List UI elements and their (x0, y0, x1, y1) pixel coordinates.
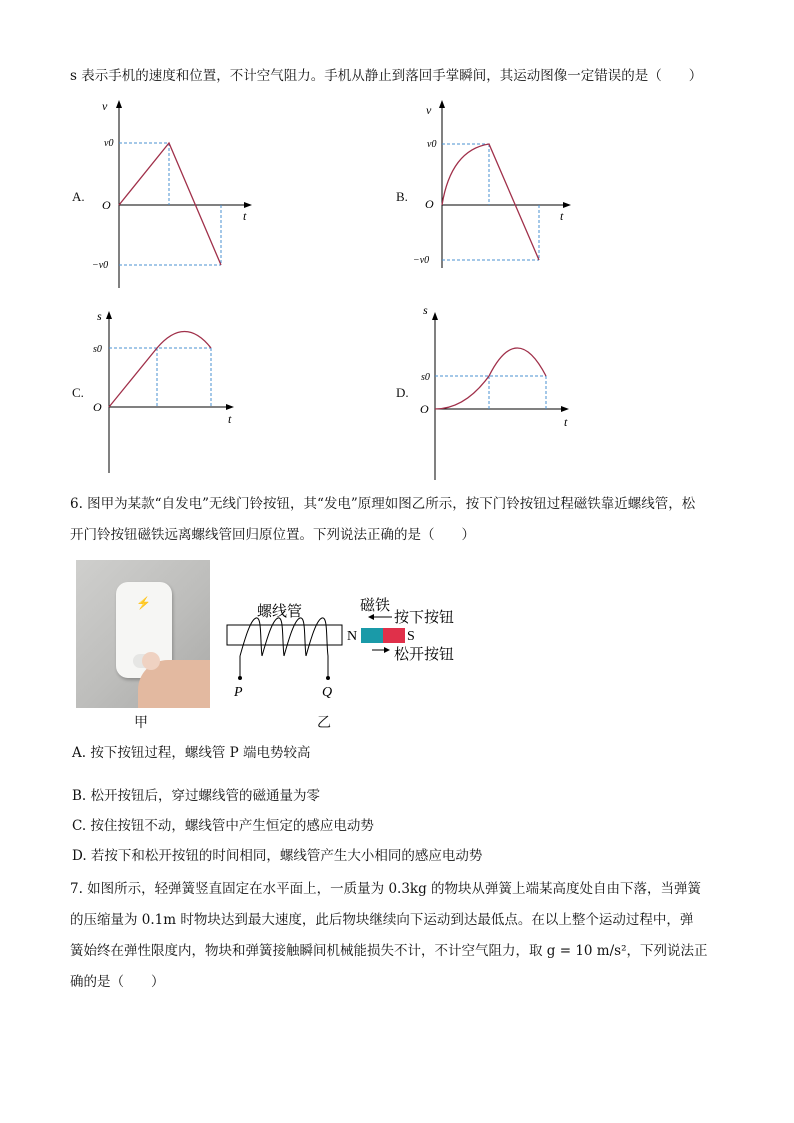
q5-option-d-label: D. (396, 385, 409, 400)
q6-option-b: B. 松开按钮后，穿过螺线管的磁通量为零 (72, 788, 321, 804)
graph-b-v0-label: v0 (427, 139, 437, 150)
label-s-pole: S (407, 629, 415, 644)
graph-a-curve (119, 143, 221, 265)
q7-line3: 簧始终在弹性限度内，物块和弹簧接触瞬间机械能损失不计，不计空气阻力，取 g = 10 m/s²，下列说法正 (70, 943, 708, 959)
doorbell-photo (76, 560, 210, 708)
q5-option-b-label: B. (396, 189, 408, 204)
label-p: P (234, 685, 243, 700)
fingernail (142, 652, 160, 670)
graph-b-curve (442, 144, 539, 260)
graph-a (90, 98, 260, 293)
graph-a-v-arrow (116, 100, 122, 108)
q7-line1: 7. 如图所示，轻弹簧竖直固定在水平面上，一质量为 0.3kg 的物块从弹簧上端某高度处自由下落，当弹簧 (70, 881, 702, 897)
graph-d-t-arrow (561, 406, 569, 412)
graph-b (415, 98, 585, 273)
graph-c-s-label: s (97, 309, 102, 323)
graph-d-s-label: s (423, 303, 428, 317)
magnet-s-half (383, 628, 405, 643)
graph-d-origin: O (420, 402, 429, 416)
graph-b-t-arrow (563, 202, 571, 208)
q5-option-a-label: A. (72, 189, 85, 204)
press-label: 按下按钮 (394, 610, 455, 626)
magnet-label: 磁铁 (360, 598, 391, 614)
solenoid-coil (240, 618, 328, 656)
q6-stem-line2: 开门铃按钮磁铁远离螺线管回归原位置。下列说法正确的是（ ） (70, 527, 475, 543)
graph-d (415, 300, 580, 483)
graph-c-s0-label: s0 (93, 344, 102, 355)
graph-d-s-arrow (432, 312, 438, 320)
graph-c-origin: O (93, 400, 102, 414)
graph-c (90, 305, 250, 475)
release-label: 松开按钮 (394, 647, 455, 663)
graph-b-t-label: t (560, 209, 564, 223)
coil-label: 螺线管 (257, 604, 303, 620)
solenoid-diagram (222, 590, 472, 710)
q6-option-a: A. 按下按钮过程，螺线管 P 端电势较高 (72, 745, 311, 761)
q6-option-c: C. 按住按钮不动，螺线管中产生恒定的感应电动势 (72, 818, 374, 834)
graph-b-v-arrow (439, 100, 445, 108)
caption-yi: 乙 (317, 715, 331, 731)
press-arrowhead (368, 614, 374, 620)
magnet-n-half (361, 628, 383, 643)
graph-a-t-label: t (243, 209, 247, 223)
label-n-pole: N (347, 629, 358, 644)
graph-a-t-arrow (244, 202, 252, 208)
graph-b-negv0-label: −v0 (413, 255, 430, 266)
terminal-q (326, 676, 330, 680)
graph-c-curve (109, 332, 211, 408)
q6-option-d: D. 若按下和松开按钮的时间相同，螺线管产生大小相同的感应电动势 (72, 848, 483, 864)
graph-a-negv0-label: −v0 (92, 260, 109, 271)
graph-a-origin: O (102, 198, 111, 212)
graph-d-s0-label: s0 (421, 372, 430, 383)
q7-line4: 确的是（ ） (70, 974, 165, 990)
doorbell-logo-icon: ⚡ (136, 596, 151, 610)
q7-line2: 的压缩量为 0.1m 时物块达到最大速度，此后物块继续向下运动到达最低点。在以上整个运动过程中，弹 (70, 912, 694, 928)
graph-b-origin: O (425, 197, 434, 211)
release-arrowhead (384, 647, 390, 653)
q6-stem-line1: 6. 图甲为某款“自发电”无线门铃按钮，其“发电”原理如图乙所示，按下门铃按钮过程磁铁靠近螺线管，松 (70, 496, 696, 512)
terminal-p (238, 676, 242, 680)
graph-a-v0-label: v0 (104, 138, 114, 149)
graph-c-t-label: t (228, 412, 232, 426)
graph-b-v-label: v (426, 103, 432, 117)
q5-option-c-label: C. (72, 385, 84, 400)
graph-c-s-arrow (106, 311, 112, 319)
caption-jia: 甲 (134, 715, 148, 731)
graph-d-curve (435, 348, 546, 409)
q5-stem: s 表示手机的速度和位置，不计空气阻力。手机从静止到落回手掌瞬间，其运动图像一定错误的是（ ） (70, 68, 703, 84)
graph-d-t-label: t (564, 415, 568, 429)
label-q: Q (322, 685, 333, 700)
graph-a-v-label: v (102, 99, 108, 113)
graph-c-t-arrow (226, 404, 234, 410)
